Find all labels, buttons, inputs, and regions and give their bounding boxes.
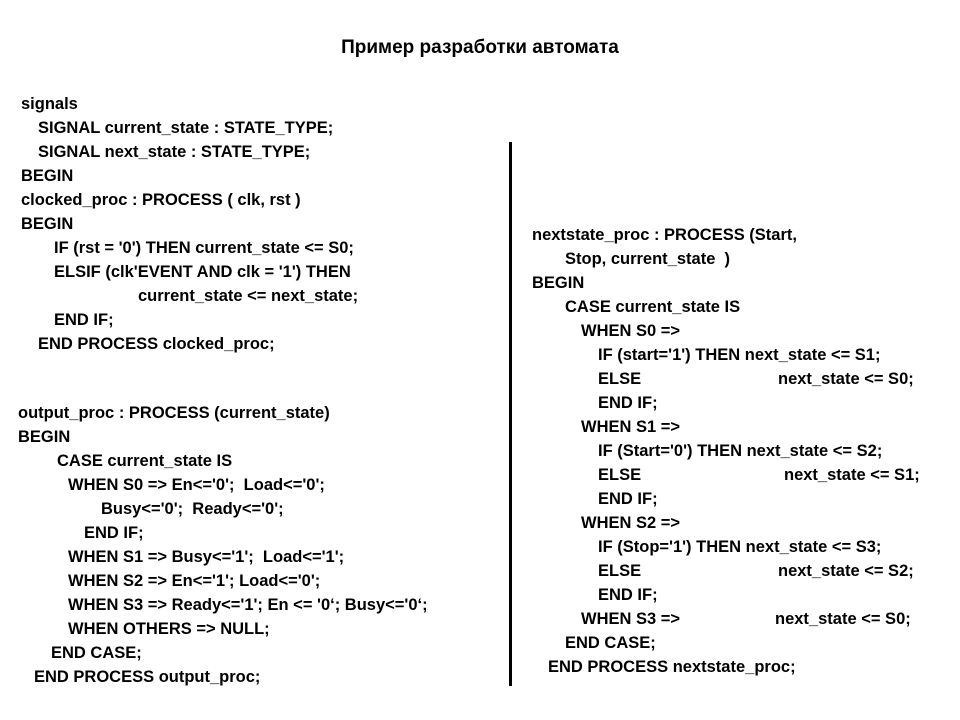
code-text: ELSIF (clk'EVENT AND clk = '1') THEN (54, 263, 351, 281)
code-text: IF (Stop='1') THEN next_state <= S3; (598, 538, 882, 556)
code-text: END PROCESS clocked_proc; (38, 335, 275, 353)
code-text: next_state <= S0; (778, 370, 914, 388)
code-text: IF (rst = '0') THEN current_state <= S0; (54, 239, 354, 257)
code-text: output_proc : PROCESS (current_state) (18, 404, 330, 422)
code-text: CASE current_state IS (57, 452, 233, 470)
code-text: WHEN OTHERS => NULL; (68, 620, 270, 638)
code-text: END CASE; (51, 644, 142, 662)
code-text: END PROCESS output_proc; (34, 668, 261, 686)
code-text: clocked_proc : PROCESS ( clk, rst ) (21, 191, 301, 209)
code-text: WHEN S2 => En<='1'; Load<='0'; (68, 572, 321, 590)
code-text: BEGIN (21, 167, 74, 185)
code-text: END CASE; (565, 634, 656, 652)
slide-title: Пример разработки автомата (341, 37, 619, 58)
code-text: WHEN S1 => Busy<='1'; Load<='1'; (68, 548, 345, 566)
code-text: current_state <= next_state; (138, 287, 359, 305)
code-text: BEGIN (21, 215, 74, 233)
code-text: ELSE (598, 370, 642, 388)
code-text: Busy<='0'; Ready<='0'; (101, 500, 284, 518)
code-text: WHEN S3 => Ready<='1'; En <= '0‘; Busy<='0‘; (68, 596, 428, 614)
code-text: nextstate_proc : PROCESS (Start, (532, 226, 797, 244)
code-text: WHEN S1 => (581, 418, 681, 436)
code-text: ELSE (598, 562, 642, 580)
code-text: END PROCESS nextstate_proc; (548, 658, 796, 676)
code-text: SIGNAL current_state : STATE_TYPE; (38, 119, 334, 137)
code-text: BEGIN (532, 274, 585, 292)
code-text: WHEN S3 => (581, 610, 681, 628)
code-text: END IF; (598, 490, 658, 508)
code-text: END IF; (54, 311, 114, 329)
code-text: Stop, current_state ) (565, 250, 731, 268)
vertical-divider (509, 142, 512, 686)
code-text: WHEN S0 => (581, 322, 681, 340)
code-text: CASE current_state IS (565, 298, 741, 316)
code-text: END IF; (598, 586, 658, 604)
code-text: next_state <= S1; (784, 466, 920, 484)
code-text: WHEN S2 => (581, 514, 681, 532)
code-text: END IF; (84, 524, 144, 542)
code-text: BEGIN (18, 428, 71, 446)
code-text: WHEN S0 => En<='0'; Load<='0'; (68, 476, 325, 494)
code-text: next_state <= S0; (775, 610, 911, 628)
code-text: next_state <= S2; (778, 562, 914, 580)
code-text: signals (21, 95, 78, 113)
code-text: END IF; (598, 394, 658, 412)
code-text: ELSE (598, 466, 642, 484)
code-text: IF (start='1') THEN next_state <= S1; (598, 346, 881, 364)
code-text: SIGNAL next_state : STATE_TYPE; (38, 143, 311, 161)
code-text: IF (Start='0') THEN next_state <= S2; (598, 442, 883, 460)
